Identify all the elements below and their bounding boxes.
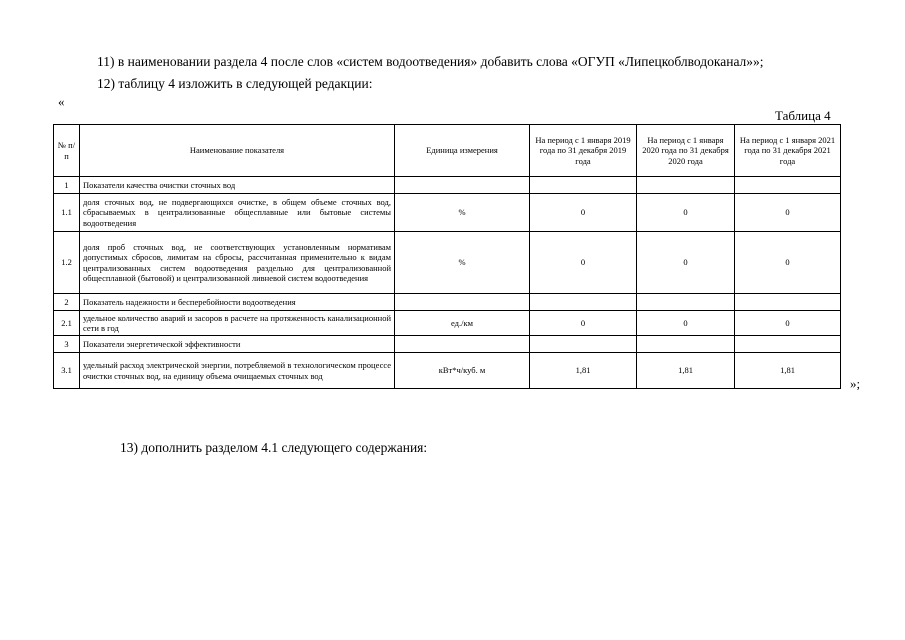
- header-period-2021: На период с 1 января 2021 года по 31 декабря 2021 года: [735, 125, 841, 177]
- table-row: [54, 311, 841, 336]
- table-row: [54, 194, 841, 232]
- section-num: 1: [54, 177, 80, 194]
- paragraph-12: 12) таблицу 4 изложить в следующей редакции:: [97, 76, 373, 91]
- row-unit: ед./км: [395, 311, 530, 336]
- section-title: Показатели качества очистки сточных вод: [80, 177, 395, 194]
- row-value-2020: 0: [637, 194, 735, 232]
- row-num: 1.1: [54, 194, 80, 232]
- row-unit: %: [395, 194, 530, 232]
- row-num: 2.1: [54, 311, 80, 336]
- header-num: № п/п: [54, 125, 80, 177]
- section-row: [54, 336, 841, 353]
- indicators-table: [53, 124, 841, 389]
- header-period-2019: На период с 1 января 2019 года по 31 декабря 2019 года: [530, 125, 637, 177]
- header-period-2020: На период с 1 января 2020 года по 31 декабря 2020 года: [637, 125, 735, 177]
- table-header-row: [54, 125, 841, 177]
- opening-quote: «: [58, 94, 65, 109]
- paragraph-11: 11) в наименовании раздела 4 после слов «систем водоотведения» добавить слова «ОГУП «Липецкоблводоканал»»;: [97, 54, 764, 69]
- section-row: [54, 177, 841, 194]
- row-name: доля сточных вод, не подвергающихся очистке, в общем объеме сточных вод, сбрасываемых в централизованные общесплавные или бытовые системы водоотведения: [80, 194, 395, 232]
- section-title: Показатель надежности и бесперебойности водоотведения: [80, 294, 395, 311]
- row-value-2019: 1,81: [530, 353, 637, 389]
- row-unit: %: [395, 232, 530, 294]
- table-row: [54, 232, 841, 294]
- row-num: 1.2: [54, 232, 80, 294]
- row-value-2019: 0: [530, 232, 637, 294]
- row-value-2021: 0: [735, 194, 841, 232]
- row-value-2021: 0: [735, 232, 841, 294]
- row-value-2021: 1,81: [735, 353, 841, 389]
- row-num: 3.1: [54, 353, 80, 389]
- row-value-2019: 0: [530, 311, 637, 336]
- table-row: [54, 353, 841, 389]
- row-name: доля проб сточных вод, не соответствующих установленным нормативам допустимых сбросов, лимитам на сбросы, рассчитанная применительно к видам централизованных систем водоотведения раздельно для централизованной общесплавной (бытовой) и централизованной ливневой систем водоотведения: [80, 232, 395, 294]
- table-caption: Таблица 4: [775, 108, 831, 123]
- row-value-2020: 1,81: [637, 353, 735, 389]
- section-num: 3: [54, 336, 80, 353]
- row-name: удельный расход электрической энергии, потребляемой в технологическом процессе очистки сточных вод, на единицу объема очищаемых сточных вод: [80, 353, 395, 389]
- row-unit: кВт*ч/куб. м: [395, 353, 530, 389]
- row-value-2020: 0: [637, 311, 735, 336]
- section-row: [54, 294, 841, 311]
- row-value-2019: 0: [530, 194, 637, 232]
- header-name: Наименование показателя: [80, 125, 395, 177]
- row-value-2021: 0: [735, 311, 841, 336]
- closing-quote: »;: [850, 376, 861, 391]
- row-value-2020: 0: [637, 232, 735, 294]
- paragraph-13: 13) дополнить разделом 4.1 следующего содержания:: [120, 440, 428, 455]
- section-num: 2: [54, 294, 80, 311]
- section-title: Показатели энергетической эффективности: [80, 336, 395, 353]
- row-name: удельное количество аварий и засоров в расчете на протяженность канализационной сети в год: [80, 311, 395, 336]
- header-unit: Единица измерения: [395, 125, 530, 177]
